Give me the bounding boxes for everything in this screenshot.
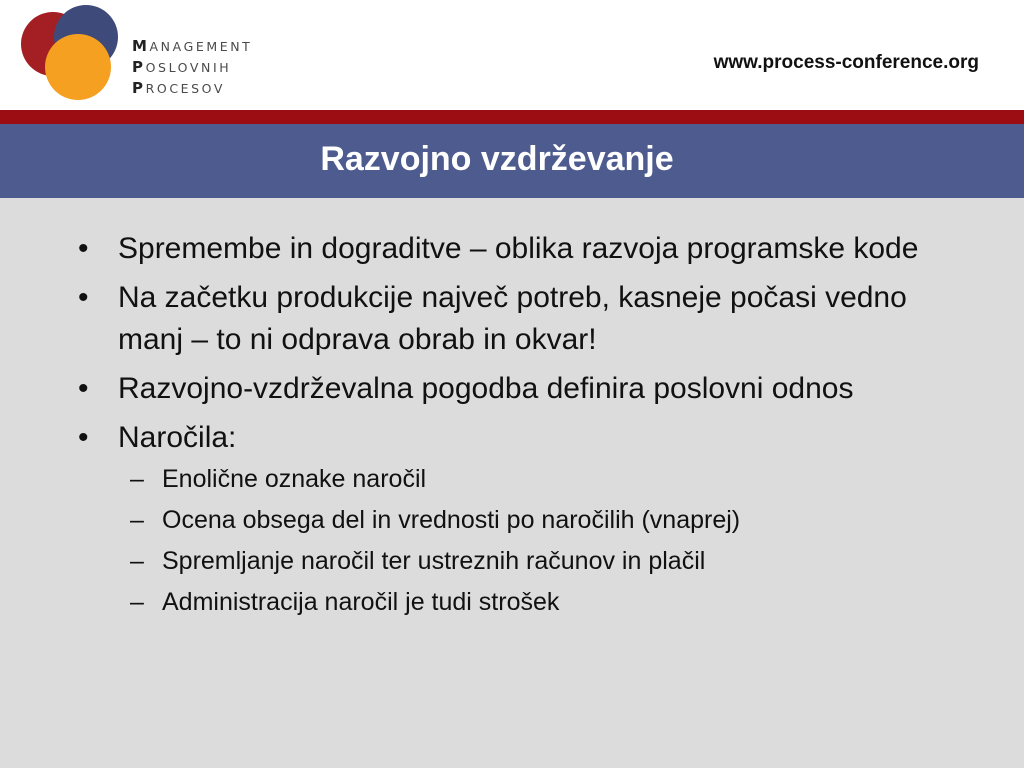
slide-title: Razvojno vzdrževanje — [320, 140, 674, 178]
bullet-icon: • — [78, 232, 89, 265]
sub-bullet-item — [78, 464, 978, 495]
logo-line-procesov: PROCESOV — [132, 79, 226, 97]
sub-bullet-text: Spremljanje naročil ter ustreznih računov in plačil — [162, 547, 706, 575]
bullet-item — [78, 417, 978, 459]
bullet-icon: • — [78, 372, 89, 405]
bullet-text: Naročila: — [118, 421, 237, 454]
slide-header — [0, 0, 1024, 110]
logo-line-management: MANAGEMENT — [132, 37, 253, 55]
red-divider-bar — [0, 110, 1024, 124]
bullet-item — [78, 228, 978, 270]
bullet-text: Spremembe in dograditve – oblika razvoja programske kode — [118, 232, 919, 265]
logo-wordmark — [132, 36, 252, 99]
logo-orange-circle — [45, 34, 111, 100]
sub-bullet-list — [78, 464, 978, 618]
dash-icon: – — [130, 465, 144, 493]
sub-bullet-text: Ocena obsega del in vrednosti po naročilih (vnaprej) — [162, 506, 741, 534]
conference-url[interactable]: www.process-conference.org — [713, 52, 979, 73]
slide-body — [78, 228, 978, 628]
bullet-item — [78, 368, 978, 410]
logo-line-poslovnih: POSLOVNIH — [132, 58, 232, 76]
company-logo — [20, 4, 120, 104]
bullet-icon: • — [78, 281, 89, 314]
bullet-text: Na začetku produkcije največ potreb, kasneje počasi vedno manj – to ni odprava obrab in okvar! — [118, 281, 907, 356]
sub-bullet-item — [78, 546, 978, 577]
sub-bullet-item — [78, 587, 978, 618]
bullet-item — [78, 277, 978, 361]
sub-bullet-text: Administracija naročil je tudi strošek — [162, 588, 560, 616]
dash-icon: – — [130, 547, 144, 575]
dash-icon: – — [130, 588, 144, 616]
sub-bullet-text: Enolične oznake naročil — [162, 465, 427, 493]
bullet-icon: • — [78, 421, 89, 454]
bullet-text: Razvojno-vzdrževalna pogodba definira poslovni odnos — [118, 372, 854, 405]
dash-icon: – — [130, 506, 144, 534]
sub-bullet-item — [78, 505, 978, 536]
